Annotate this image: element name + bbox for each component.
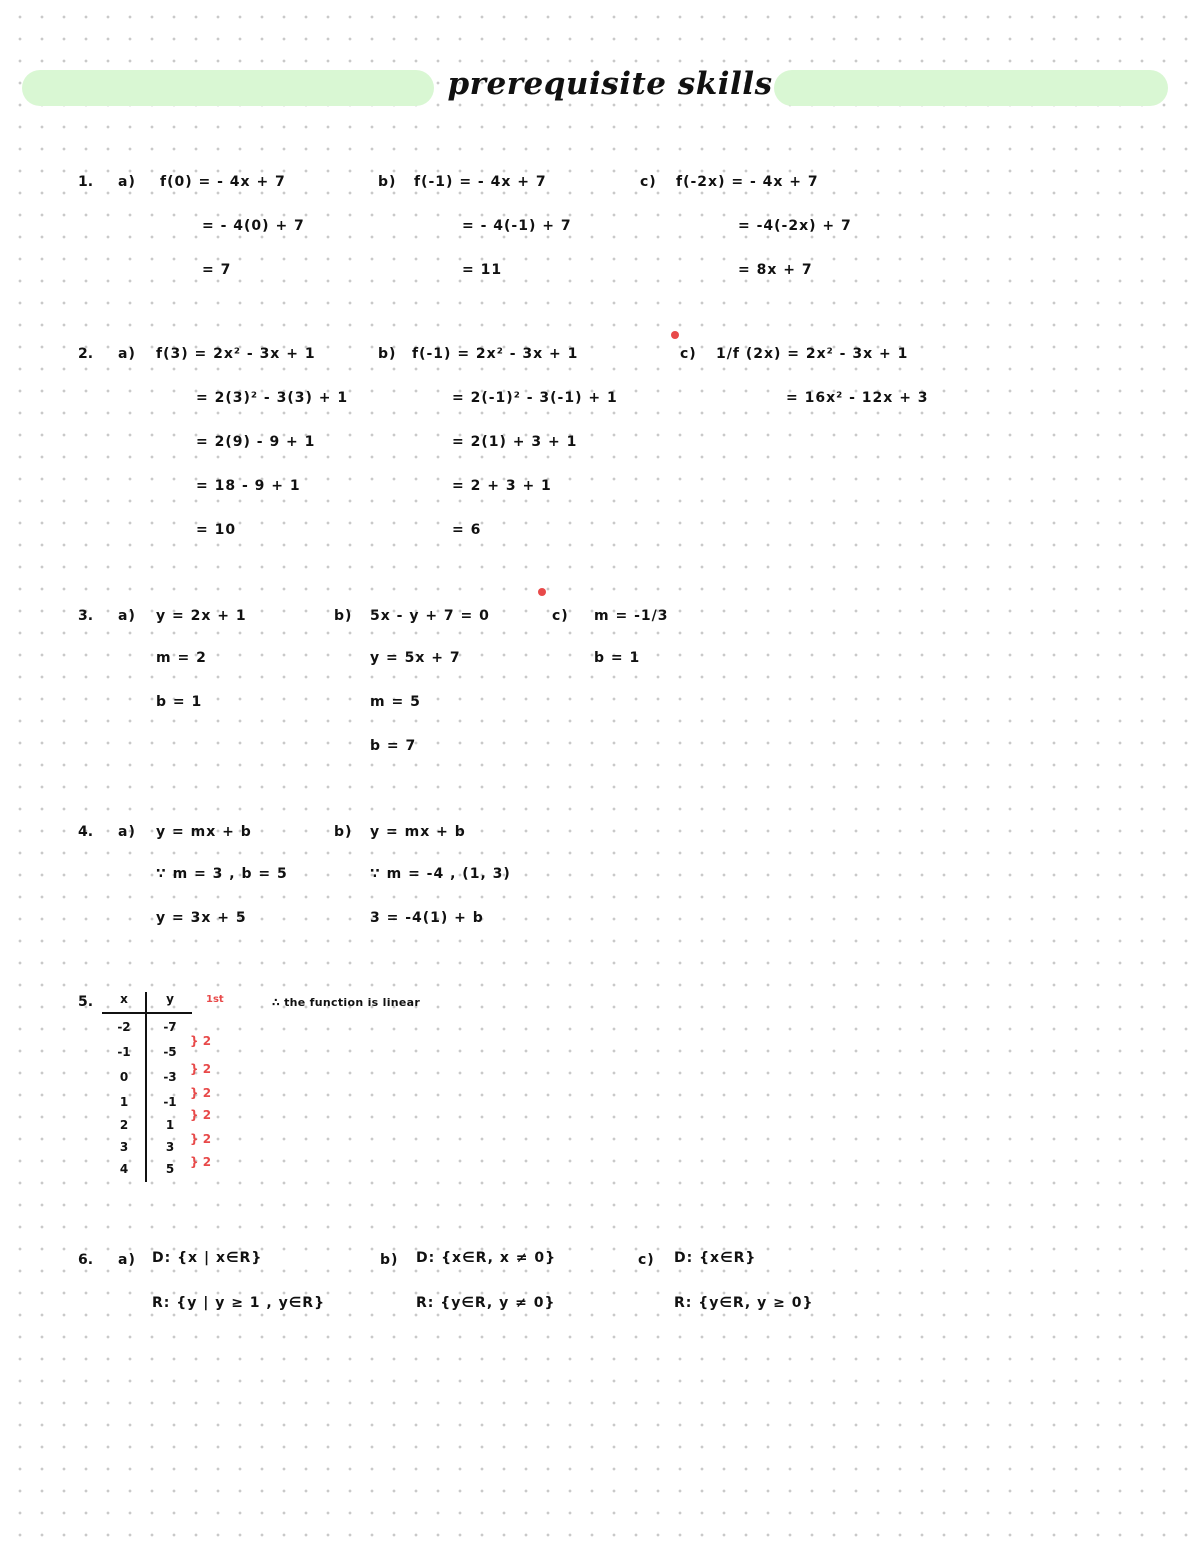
q1c-label: c) [640, 174, 657, 190]
q6c-range: R: {y∈R, y ≥ 0} [674, 1295, 814, 1311]
q2b-line-4: = 2 + 3 + 1 [452, 478, 552, 494]
page-title: prerequisite skills [447, 66, 773, 102]
q6b-label: b) [380, 1252, 399, 1268]
q2c-line-2: = 16x² - 12x + 3 [786, 390, 929, 406]
q1a-line-3: = 7 [202, 262, 232, 278]
q3c-line-1: m = -1/3 [594, 608, 669, 624]
q2a-line-5: = 10 [196, 522, 237, 538]
q4b-line-1: y = mx + b [370, 824, 466, 840]
q2b-line-1: f(-1) = 2x² - 3x + 1 [412, 346, 579, 362]
table-y-value: -7 [163, 1020, 177, 1034]
table-x-value: -2 [117, 1020, 131, 1034]
q2a-line-3: = 2(9) - 9 + 1 [196, 434, 316, 450]
q3b-line-4: b = 7 [370, 738, 417, 754]
q3c-line-2: b = 1 [594, 650, 641, 666]
q2a-label: a) [118, 346, 136, 362]
red-star-marker [671, 331, 679, 339]
q4b-line-3: 3 = -4(1) + b [370, 910, 484, 926]
first-difference: } 2 [190, 1086, 212, 1100]
q3b-line-3: m = 5 [370, 694, 421, 710]
table-header-x: x [120, 992, 128, 1006]
question-3-number: 3. [78, 608, 94, 624]
q6a-range: R: {y | y ≥ 1 , y∈R} [152, 1295, 326, 1311]
q2a-line-2: = 2(3)² - 3(3) + 1 [196, 390, 349, 406]
q1a-line-1: f(0) = - 4x + 7 [160, 174, 286, 190]
table-y-value: -3 [163, 1070, 177, 1084]
q2a-line-1: f(3) = 2x² - 3x + 1 [156, 346, 316, 362]
q2c-line-1: 1/f (2x) = 2x² - 3x + 1 [716, 346, 909, 362]
red-star-marker [538, 588, 546, 596]
q4a-line-3: y = 3x + 5 [156, 910, 247, 926]
table-x-value: 2 [119, 1118, 129, 1132]
table-x-value: 3 [119, 1140, 129, 1154]
q1b-label: b) [378, 174, 397, 190]
q6c-domain: D: {x∈R} [674, 1250, 757, 1266]
q2b-label: b) [378, 346, 397, 362]
q1a-label: a) [118, 174, 136, 190]
first-difference: } 2 [190, 1062, 212, 1076]
table-x-value: 0 [119, 1070, 129, 1084]
q1b-line-3: = 11 [462, 262, 503, 278]
q3b-line-2: y = 5x + 7 [370, 650, 461, 666]
q4a-line-2: ∵ m = 3 , b = 5 [156, 866, 288, 882]
q3c-label: c) [552, 608, 569, 624]
q1c-line-1: f(-2x) = - 4x + 7 [676, 174, 819, 190]
q1b-line-2: = - 4(-1) + 7 [462, 218, 572, 234]
q4b-line-2: ∵ m = -4 , (1, 3) [370, 866, 511, 882]
linear-conclusion-note: ∴ the function is linear [272, 996, 421, 1009]
table-x-value: 1 [119, 1095, 129, 1109]
q2b-line-3: = 2(1) + 3 + 1 [452, 434, 578, 450]
q4b-label: b) [334, 824, 353, 840]
q4a-line-1: y = mx + b [156, 824, 252, 840]
table-vertical-rule [145, 992, 147, 1182]
table-y-value: -1 [163, 1095, 177, 1109]
table-y-value: 5 [165, 1162, 175, 1176]
q2b-line-2: = 2(-1)² - 3(-1) + 1 [452, 390, 618, 406]
q3a-line-2: m = 2 [156, 650, 207, 666]
table-horizontal-rule [102, 1012, 192, 1014]
q3a-label: a) [118, 608, 136, 624]
q6a-domain: D: {x | x∈R} [152, 1250, 263, 1266]
q6b-domain: D: {x∈R, x ≠ 0} [416, 1250, 557, 1266]
table-y-value: 1 [165, 1118, 175, 1132]
question-1-number: 1. [78, 174, 94, 190]
q1c-line-3: = 8x + 7 [738, 262, 813, 278]
question-6-number: 6. [78, 1252, 94, 1268]
first-difference: } 2 [190, 1132, 212, 1146]
q1a-line-2: = - 4(0) + 7 [202, 218, 305, 234]
title-banner-right [774, 70, 1168, 106]
table-header-y: y [166, 992, 174, 1006]
q2b-line-5: = 6 [452, 522, 482, 538]
question-4-number: 4. [78, 824, 94, 840]
question-2-number: 2. [78, 346, 94, 362]
title-banner-left [22, 70, 434, 106]
q6a-label: a) [118, 1252, 136, 1268]
q6c-label: c) [638, 1252, 655, 1268]
q2c-label: c) [680, 346, 697, 362]
q3b-line-1: 5x - y + 7 = 0 [370, 608, 490, 624]
table-y-value: -5 [163, 1045, 177, 1059]
q3a-line-3: b = 1 [156, 694, 203, 710]
first-difference: } 2 [190, 1034, 212, 1048]
q3a-line-1: y = 2x + 1 [156, 608, 247, 624]
table-y-value: 3 [165, 1140, 175, 1154]
first-difference: } 2 [190, 1108, 212, 1122]
q1c-line-2: = -4(-2x) + 7 [738, 218, 852, 234]
q3b-label: b) [334, 608, 353, 624]
q1b-line-1: f(-1) = - 4x + 7 [414, 174, 547, 190]
table-x-value: -1 [117, 1045, 131, 1059]
q2a-line-4: = 18 - 9 + 1 [196, 478, 301, 494]
q4a-label: a) [118, 824, 136, 840]
first-differences-header: 1st [206, 994, 224, 1005]
table-x-value: 4 [119, 1162, 129, 1176]
q6b-range: R: {y∈R, y ≠ 0} [416, 1295, 556, 1311]
question-5-number: 5. [78, 994, 94, 1010]
first-difference: } 2 [190, 1155, 212, 1169]
